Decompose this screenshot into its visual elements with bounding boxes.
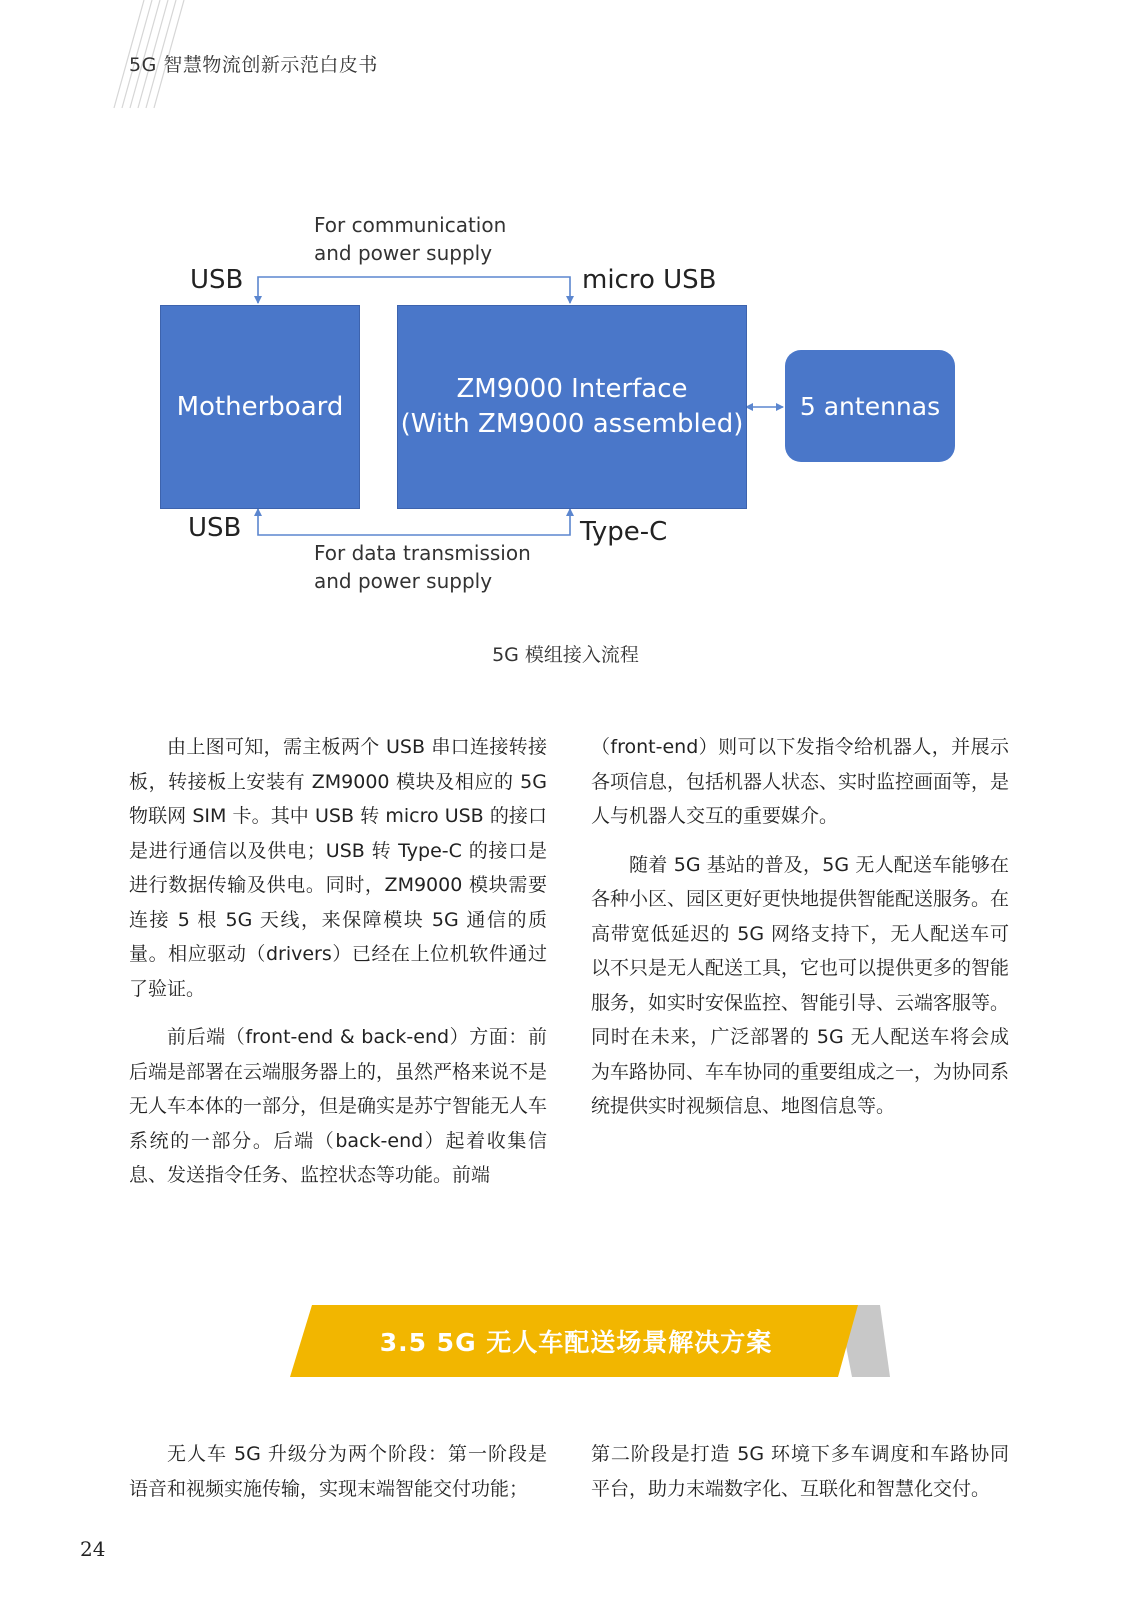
paragraph: 由上图可知，需主板两个 USB 串口连接转接板，转接板上安装有 ZM9000 模块及相应的 5G 物联网 SIM 卡。其中 USB 转 micro USB 的接口是进行通信以及供电；USB 转 Type-C 的接口是进行数据传输及供电。同时，ZM9000 模块需要连接 5 根 5G 天线，来保障模块 5G 通信的质量。相应驱动（drivers）已经在上位机软件通过了验证。 xyxy=(129,736,547,1000)
paragraph: 随着 5G 基站的普及，5G 无人配送车能够在各种小区、园区更好更快地提供智能配送服务。在高带宽低延迟的 5G 网络支持下，无人配送车可以不只是无人配送工具，它也可以提供更多的智能服务，如实时安保监控、智能引导、云端客服等。同时在未来，广泛部署的 5G 无人配送车将会成为车路协同、车车协同的重要组成之一，为协同系统提供实时视频信息、地图信息等。 xyxy=(591,853,1010,1117)
top-connection-arrow xyxy=(258,277,570,303)
bottom-note-line: For data transmission xyxy=(314,541,531,565)
paragraph: 第二阶段是打造 5G 环境下多车调度和车路协同平台，助力末端数字化、互联化和智慧化交付。 xyxy=(591,1443,1009,1500)
micro-usb-label: micro USB xyxy=(582,265,717,295)
bottom-note xyxy=(314,539,531,595)
bottom-note-line: and power supply xyxy=(314,569,493,593)
top-note-line: and power supply xyxy=(314,241,493,265)
usb-top-label: USB xyxy=(190,265,244,295)
top-note-line: For communication xyxy=(314,213,507,237)
connection-diagram xyxy=(0,0,1131,660)
left-column xyxy=(129,730,547,1207)
paragraph: 无人车 5G 升级分为两个阶段：第一阶段是语音和视频实施传输，实现末端智能交付功能； xyxy=(129,1443,547,1500)
bottom-connection-arrow xyxy=(258,509,570,535)
usb-bottom-label: USB xyxy=(188,513,242,543)
page-number: 24 xyxy=(80,1537,106,1561)
paragraph: （front-end）则可以下发指令给机器人，并展示各项信息，包括机器人状态、实时监控画面等，是人与机器人交互的重要媒介。 xyxy=(591,736,1010,827)
right-column xyxy=(591,730,1009,1138)
running-header-title: 5G 智慧物流创新示范白皮书 xyxy=(129,54,378,76)
interface-box-line: ZM9000 Interface xyxy=(456,374,688,404)
interface-box-line: (With ZM9000 assembled) xyxy=(400,409,744,439)
antennas-box: 5 antennas xyxy=(785,350,955,462)
section-title: 3.5 5G 无人车配送场景解决方案 xyxy=(379,1328,773,1357)
interface-box xyxy=(397,305,747,509)
section-right-column xyxy=(591,1437,1009,1520)
section-left-column xyxy=(129,1437,547,1520)
paragraph: 前后端（front-end & back-end）方面：前后端是部署在云端服务器上的，虽然严格来说不是无人车本体的一部分，但是确实是苏宁智能无人车系统的一部分。后端（back-end）起着收集信息、发送指令任务、监控状态等功能。前端 xyxy=(129,1026,548,1186)
figure-caption: 5G 模组接入流程 xyxy=(492,644,639,666)
top-note xyxy=(314,211,506,267)
type-c-label: Type-C xyxy=(580,517,668,547)
motherboard-box: Motherboard xyxy=(160,305,360,509)
